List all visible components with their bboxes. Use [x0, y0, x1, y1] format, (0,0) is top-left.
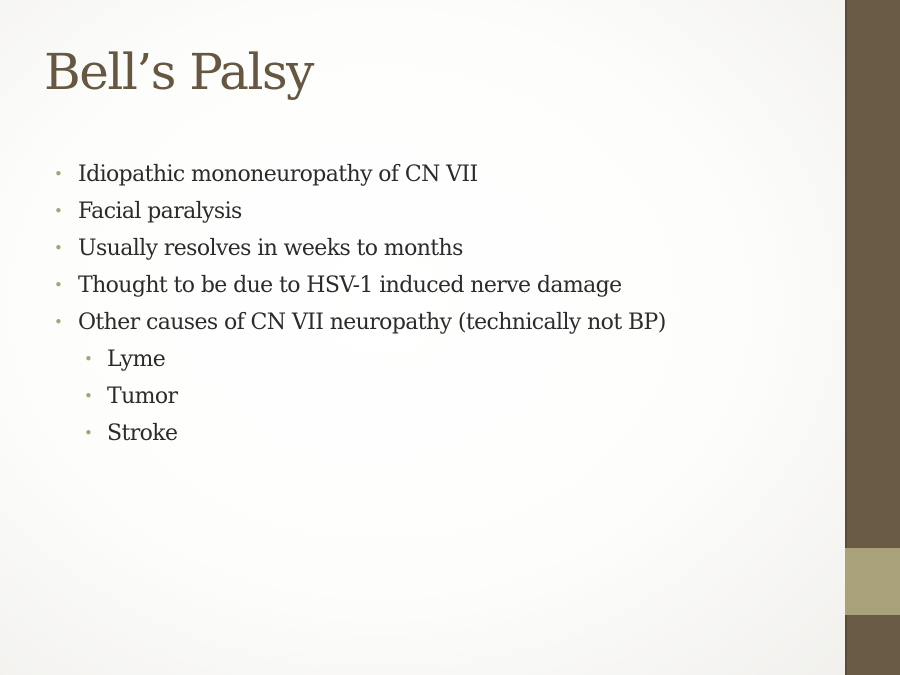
- sub-bullet-item: [52, 378, 666, 415]
- bullet-dot-icon: •: [54, 313, 63, 331]
- bullet-text: Idiopathic mononeuropathy of CN VII: [78, 162, 478, 187]
- bullet-text: Usually resolves in weeks to months: [78, 236, 463, 261]
- bullet-item: [52, 304, 666, 341]
- sub-bullet-item: [52, 341, 666, 378]
- bullet-dot-icon: •: [54, 276, 63, 294]
- bullet-item: [52, 193, 666, 230]
- sub-bullet-text: Tumor: [107, 384, 178, 409]
- bullet-text: Facial paralysis: [78, 199, 242, 224]
- bullet-item: [52, 267, 666, 304]
- sub-bullet-item: [52, 415, 666, 452]
- sub-bullet-text: Lyme: [107, 347, 166, 372]
- bullet-dot-icon: •: [84, 350, 93, 368]
- bullet-text: Other causes of CN VII neuropathy (technically not BP): [78, 310, 666, 335]
- bullet-list: [52, 156, 666, 452]
- slide-title: Bell’s Palsy: [44, 43, 313, 101]
- sub-bullet-text: Stroke: [107, 421, 178, 446]
- decorative-side-accent: [845, 548, 900, 615]
- bullet-item: [52, 230, 666, 267]
- bullet-text: Thought to be due to HSV-1 induced nerve damage: [78, 273, 622, 298]
- bullet-dot-icon: •: [54, 239, 63, 257]
- bullet-item: [52, 156, 666, 193]
- bullet-dot-icon: •: [54, 202, 63, 220]
- bullet-dot-icon: •: [84, 424, 93, 442]
- bullet-dot-icon: •: [54, 165, 63, 183]
- bullet-dot-icon: •: [84, 387, 93, 405]
